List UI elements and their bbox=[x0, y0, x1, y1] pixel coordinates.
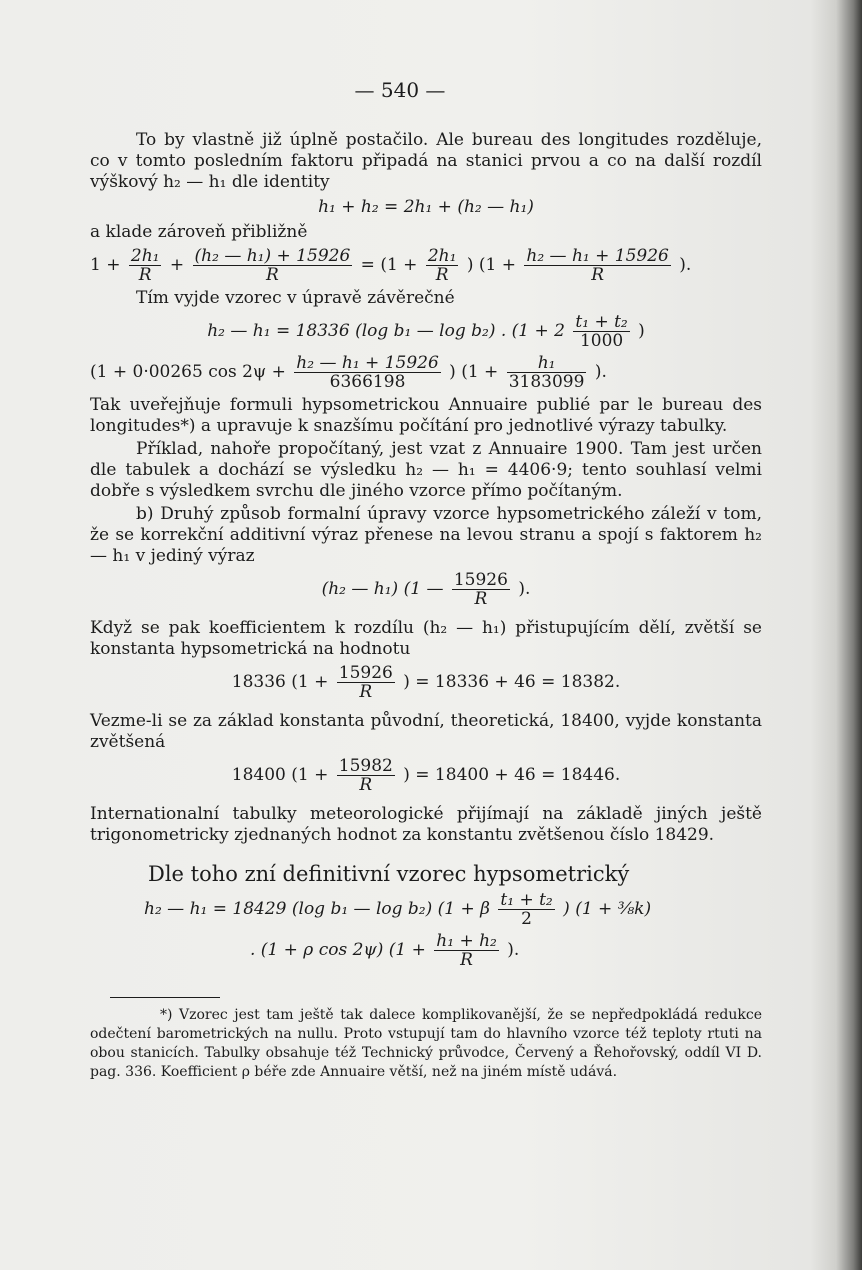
equation-text: ) (1 + bbox=[449, 362, 499, 382]
fraction bbox=[434, 932, 499, 969]
fraction-denominator: R bbox=[138, 265, 152, 285]
fraction bbox=[129, 247, 162, 284]
section-heading: Dle toho zní definitivní vzorec hypsometrický bbox=[148, 862, 630, 886]
paragraph: Tak uveřejňuje formuli hypsometrickou Annuaire publié par le bureau des longitudes*) a upravuje k snazšímu počítání pro jednotlivé výrazy tabulky. bbox=[90, 395, 762, 436]
paragraph: Tím vyjde vzorec v úpravě závěrečné bbox=[136, 288, 455, 308]
fraction-numerator: 2h₁ bbox=[130, 246, 160, 266]
equation-text: ) (1 + ⅜k) bbox=[563, 899, 652, 919]
equation-constant bbox=[90, 757, 762, 794]
equation-constant bbox=[90, 664, 762, 701]
fraction bbox=[337, 664, 395, 701]
fraction-numerator: t₁ + t₂ bbox=[500, 890, 553, 910]
equation-text: 18400 (1 + bbox=[231, 765, 329, 785]
paragraph: Když se pak koefficientem k rozdílu (h₂ — h₁) přistupujícím dělí, zvětší se konstanta hypsometrická na hodnotu bbox=[90, 618, 762, 659]
fraction-denominator: 3183099 bbox=[508, 372, 585, 392]
equation-text: ) bbox=[638, 321, 645, 341]
equation-text: . (1 + ρ cos 2ψ) (1 + bbox=[250, 940, 426, 960]
fraction bbox=[573, 313, 629, 350]
fraction-numerator: 2h₁ bbox=[427, 246, 457, 266]
fraction-numerator: 15926 bbox=[338, 663, 393, 683]
equation-text: h₂ — h₁ = 18429 (log b₁ — log b₂) (1 + β bbox=[144, 899, 490, 919]
equation-definitive-continued bbox=[250, 932, 762, 969]
fraction bbox=[507, 354, 587, 391]
fraction-denominator: R bbox=[460, 950, 473, 970]
fraction-denominator: R bbox=[591, 265, 605, 285]
fraction-denominator: 2 bbox=[521, 909, 532, 929]
fraction-numerator: 15926 bbox=[453, 570, 508, 590]
page-number: — 540 — bbox=[354, 78, 446, 102]
fraction bbox=[294, 354, 440, 391]
fraction bbox=[193, 247, 353, 284]
equation-text: ). bbox=[507, 940, 520, 960]
equation-text: ). bbox=[518, 579, 531, 599]
equation-text: ). bbox=[594, 362, 607, 382]
fraction-numerator: h₂ — h₁ + 15926 bbox=[526, 246, 669, 266]
fraction-denominator: R bbox=[265, 265, 279, 285]
fraction-denominator: R bbox=[474, 589, 488, 609]
fraction-denominator: R bbox=[359, 775, 373, 795]
equation-expression bbox=[90, 571, 762, 608]
fraction bbox=[524, 247, 670, 284]
fraction-numerator: 15982 bbox=[338, 756, 393, 776]
page-content bbox=[90, 130, 762, 1082]
paragraph: Vezme-li se za základ konstanta původní, theoretická, 18400, vyjde konstanta zvětšená bbox=[90, 711, 762, 752]
paragraph: To by vlastně již úplně postačilo. Ale bureau des longitudes rozděluje, co v tomto posledním faktoru připadá na stanici prvou a co na další rozdíl výškový h₂ — h₁ dle identity bbox=[90, 130, 762, 192]
fraction-denominator: R bbox=[359, 682, 373, 702]
equation-text: ). bbox=[679, 255, 692, 275]
equation-text: (h₂ — h₁) (1 — bbox=[321, 579, 444, 599]
equation-text: (1 + 0·00265 cos 2ψ + bbox=[90, 362, 286, 382]
equation-approximation bbox=[90, 247, 762, 284]
equation-identity bbox=[90, 197, 762, 218]
paragraph: Internationalní tabulky meteorologické přijímají na základě jiných ještě trigonometricky zjednaných hodnot za konstantu zvětšenou číslo 18429. bbox=[90, 804, 762, 845]
paragraph: a klade zároveň přibližně bbox=[90, 222, 308, 242]
fraction-numerator: t₁ + t₂ bbox=[575, 312, 628, 332]
fraction bbox=[498, 891, 554, 928]
footnote-divider bbox=[110, 997, 220, 998]
equation-formula bbox=[90, 313, 762, 350]
equation-text: h₂ — h₁ = 18336 (log b₁ — log b₂) . (1 + 2 bbox=[207, 321, 565, 341]
equation-text: 1 + bbox=[90, 255, 121, 275]
equation-text: ) = 18400 + 46 = 18446. bbox=[403, 765, 621, 785]
equation-text: 18336 (1 + bbox=[231, 672, 329, 692]
paragraph: b) Druhý způsob formalní úpravy vzorce hypsometrického záleží v tom, že se korrekční additivní výraz přenese na levou stranu a spojí s faktorem h₂ — h₁ v jediný výraz bbox=[90, 504, 762, 566]
fraction-numerator: h₂ — h₁ + 15926 bbox=[296, 353, 439, 373]
fraction bbox=[337, 757, 395, 794]
fraction-numerator: h₁ + h₂ bbox=[436, 931, 497, 951]
footnote: *) Vzorec jest tam ještě tak dalece komplikovanější, že se nepředpokládá redukce odečtení barometrických na nullu. Proto vstupují tam do hlavního vzorce též teploty rtuti na obou stanicích. Tabulky obsahuje též Technický průvodce, Červený a Řehořovský, oddíl VI D. pag. 336. Koefficient ρ béře zde Annuaire větší, než na jiném místě udává. bbox=[90, 1007, 762, 1080]
equation-text: h₁ + h₂ = 2h₁ + (h₂ — h₁) bbox=[318, 197, 534, 217]
equation-text: ) = 18336 + 46 = 18382. bbox=[403, 672, 621, 692]
equation-definitive bbox=[144, 891, 762, 928]
fraction-denominator: R bbox=[435, 265, 449, 285]
equation-text: + bbox=[169, 255, 185, 275]
equation-text: = (1 + bbox=[360, 255, 418, 275]
fraction-numerator: (h₂ — h₁) + 15926 bbox=[194, 246, 351, 266]
fraction-numerator: h₁ bbox=[507, 354, 587, 373]
fraction-denominator: 1000 bbox=[579, 331, 624, 351]
paragraph: Příklad, nahoře propočítaný, jest vzat z Annuaire 1900. Tam jest určen dle tabulek a dochází se výsledku h₂ — h₁ = 4406·9; tento souhlasí velmi dobře s výsledkem svrchu dle jiného vzorce přímo počítaným. bbox=[90, 439, 762, 501]
equation-formula-continued bbox=[90, 354, 762, 391]
fraction bbox=[426, 247, 459, 284]
fraction-denominator: 6366198 bbox=[329, 372, 406, 392]
equation-text: ) (1 + bbox=[466, 255, 516, 275]
fraction bbox=[452, 571, 510, 608]
